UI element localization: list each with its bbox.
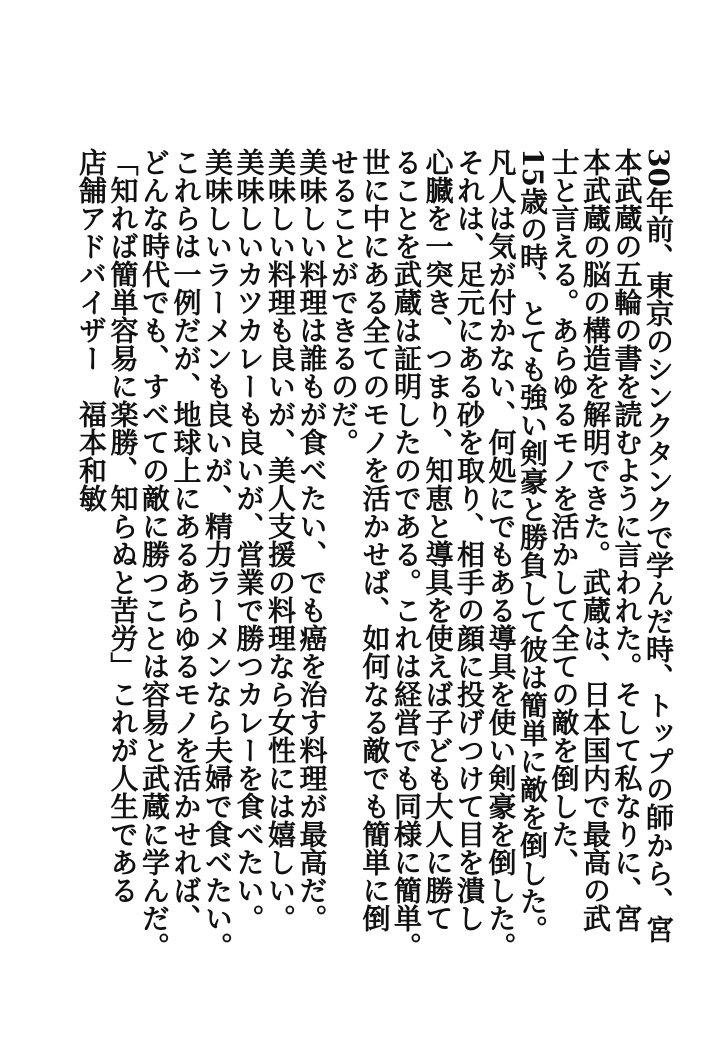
text-line: 美味しい料理は誰もが食べたい、でも癌を治す料理が最高だ。: [295, 148, 329, 932]
text-line: せることができるのだ。: [327, 148, 360, 456]
author-role: 店舗アドバイザー: [75, 148, 108, 372]
text-line: 凡人は気が付かない、何処にでもある導具を使い剣豪を倒した。: [484, 148, 518, 960]
text-line: 美味しいラーメンも良いが、精力ラーメンなら夫婦で食べたい。: [201, 148, 234, 960]
text-line: どんな時代でも、すべての敵に勝つことは容易と武蔵に学んだ。: [138, 148, 171, 960]
text-line: 15歳の時、とても強い剣豪と勝負して彼は簡単に敵を倒した。: [516, 148, 549, 943]
vertical-text-body: [75, 148, 675, 960]
text-line: 「知れば簡単容易に楽勝、知らぬと苦労」これが人生である: [106, 148, 140, 904]
text-line: 心臓を一突き、つまり、知恵と導具を使えば子ども大人に勝て: [421, 148, 455, 932]
text-line: 美味しい料理も良いが、美人支援の料理なら女性には嬉しい。: [264, 148, 297, 932]
text-line: 30年前、東京のシンクタンクで学んだ時、トップの師から、宮: [642, 148, 675, 943]
author-signature: [76, 148, 108, 908]
text-line: これらは一例だが、地球上にあるあらゆるモノを活かせれば、: [169, 148, 203, 932]
text-line: 本武蔵の五輪の書を読むように言われた。そして私なりに、宮: [610, 148, 644, 932]
text-line: 美味しいカツカレーも良いが、営業で勝つカレーを食べたい。: [232, 148, 266, 932]
text-line: それは、足元にある砂を取り、相手の顔に投げつけて目を潰し: [453, 148, 486, 932]
author-name: 福本和敏: [75, 400, 108, 512]
text-line: 本武蔵の脳の構造を解明できた。武蔵は、日本国内で最高の武: [579, 148, 612, 932]
text-line: 世に中にある全てのモノを活かせば、如何なる敵でも簡単に倒: [358, 148, 392, 932]
text-line: 士と言える。あらゆるモノを活かして全ての敵を倒した、: [547, 148, 581, 876]
text-line: ることを武蔵は証明したのである。これは経営でも同様に簡単。: [390, 148, 423, 960]
